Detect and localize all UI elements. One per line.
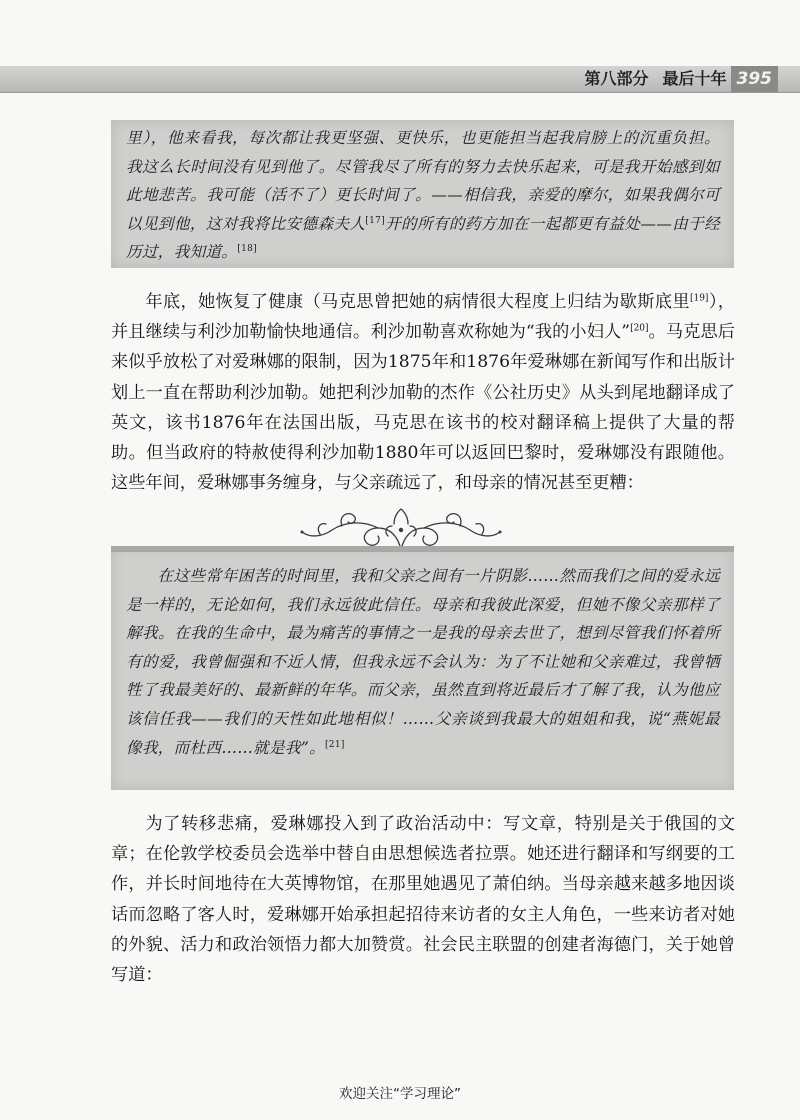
- part-label: 第八部分: [584, 69, 649, 88]
- footnote-ref-17: [17]: [365, 215, 386, 226]
- footnote-ref-21: [21]: [325, 739, 345, 750]
- footnote-ref-18: [18]: [237, 244, 257, 255]
- body-paragraph-1: 年底，她恢复了健康（马克思曾把她的病情很大程度上归结为歇斯底里[19]），并且继续与利沙加勒愉快地通信。利沙加勒喜欢称她为“我的小妇人”[20]。马克思后来似乎放松了对爱琳娜的限制，因为1875年和1876年爱琳娜在新闻写作和出版计划上一直在帮助利沙加勒。她把利沙加勒的杰作《公社历史》从头到尾地翻译成了英文，该书1876年在法国出版，马克思在该书的校对翻译稿上提供了大量的帮助。但当政府的特赦使得利沙加勒1880年可以返回巴黎时，爱琳娜没有跟随他。这些年间，爱琳娜事务缠身，与父亲疏远了，和母亲的情况甚至更糟：: [111, 292, 735, 494]
- footnote-ref-20: [20]: [630, 323, 649, 334]
- running-header: [0, 66, 800, 93]
- body-paragraph-2: 为了转移悲痛，爱琳娜投入到了政治活动中：写文章，特别是关于俄国的文章；在伦敦学校委员会选举中替自由思想候选者拉票。她还进行翻译和写纲要的工作，并长时间地待在大英博物馆，在那里她遇见了萧伯纳。当母亲越来越多地因谈话而忽略了客人时，爱琳娜开始承担起招待来访者的女主人角色，一些来访者对她的外貌、活力和政治领悟力都大加赞赏。社会民主联盟的创建者海德门，关于她曾写道：: [111, 814, 735, 986]
- block-quote-1: [111, 120, 734, 268]
- footnote-ref-19: [19]: [689, 293, 709, 304]
- page-footer: 欢迎关注“学习理论”: [339, 1086, 461, 1102]
- block-quote-2: [111, 546, 734, 790]
- block-quote-2-text: 在这些常年困苦的时间里，我和父亲之间有一片阴影……然而我们之间的爱永远是一样的，无论如何，我们永远彼此信任。母亲和我彼此深爱，但她不像父亲那样了解我。在我的生命中，最为痛苦的事情之一是我的母亲去世了，想到尽管我们怀着所有的爱，我曾倔强和不近人情，但我永远不会认为：为了不让她和父亲难过，我曾牺牲了我最美好的、最新鲜的年华。而父亲，虽然直到将近最后才了解了我，认为他应该信任我——我们的天性如此地相似！……父亲谈到我最大的姐姐和我，说“燕妮最像我，而杜西……就是我”。[21]: [126, 567, 720, 757]
- chapter-title: 最后十年: [662, 69, 727, 88]
- page-number: 395: [731, 66, 779, 92]
- running-header-text: [584, 66, 778, 92]
- block-quote-1-text: 里），他来看我，每次都让我更坚强、更快乐，也更能担当起我肩膀上的沉重负担。我这么长时间没有见到他了。尽管我尽了所有的努力去快乐起来，可是我开始感到如此地悲苦。我可能（活不了）更长时间了。——相信我，亲爱的摩尔，如果我偶尔可以见到他，这对我将比安德森夫人[17]开的所有的药方加在一起都更有益处——由于经历过，我知道。[18]: [126, 129, 720, 262]
